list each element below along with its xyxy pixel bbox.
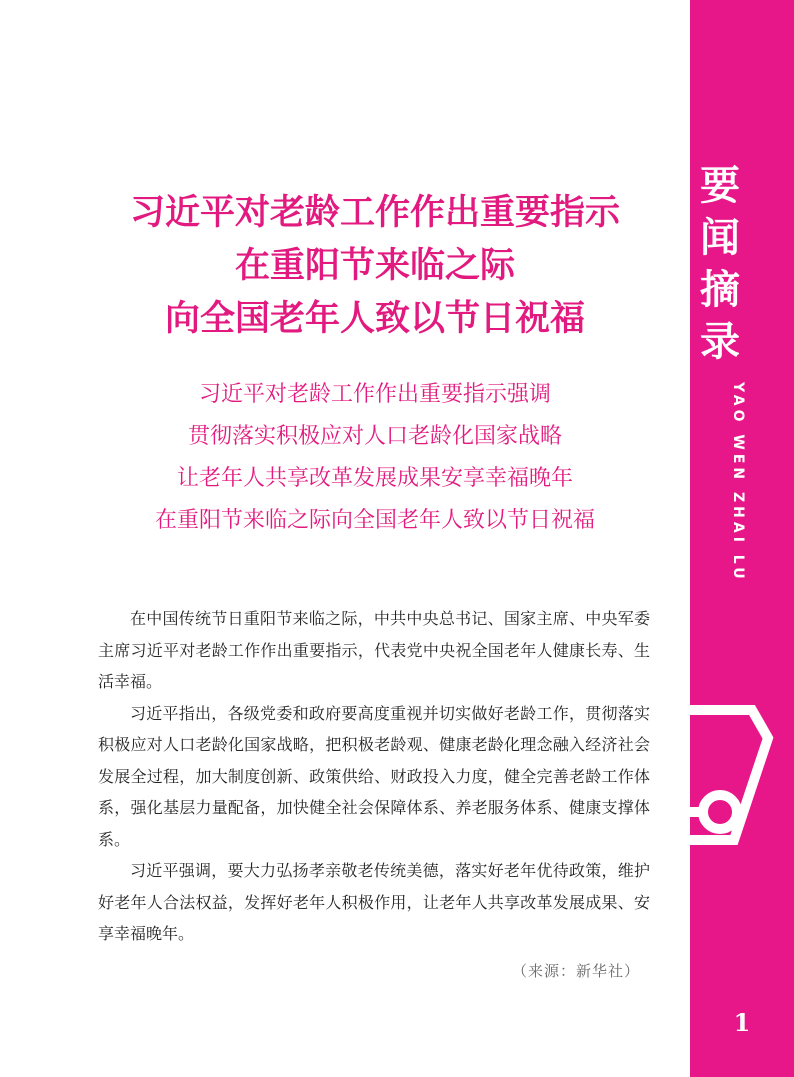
article-subtitle	[60, 374, 690, 542]
body-paragraph: 习近平指出，各级党委和政府要高度重视并切实做好老龄工作，贯彻落实积极应对人口老龄化国家战略，把积极老龄观、健康老龄化理念融入经济社会发展全过程，加大制度创新、政策供给、财政投入力度，健全完善老龄工作体系，强化基层力量配备，加快健全社会保障体系、养老服务体系、健康支撑体系。	[98, 703, 650, 849]
article-body	[98, 603, 650, 950]
subtitle-line: 在重阳节来临之际向全国老年人致以节日祝福	[154, 508, 595, 533]
title-line: 在重阳节来临之际	[234, 245, 515, 286]
section-title-char: 录	[700, 318, 740, 365]
fountain-pen-nib-icon	[690, 690, 794, 860]
body-paragraph: 习近平强调，要大力弘扬孝亲敬老传统美德，落实好老年优待政策，维护好老年人合法权益，发挥好老年人积极作用，让老年人共享改革发展成果、安享幸福晚年。	[98, 861, 650, 943]
section-title-char: 摘	[700, 266, 740, 313]
section-title-char: 要	[700, 162, 740, 209]
section-title-char: 闻	[700, 214, 740, 261]
section-pinyin: YAO WEN ZHAI LU	[730, 382, 746, 583]
subtitle-line: 贯彻落实积极应对人口老龄化国家战略	[187, 424, 562, 449]
article-title	[60, 186, 690, 345]
subtitle-line: 习近平对老龄工作作出重要指示强调	[198, 382, 551, 407]
section-title-vertical	[694, 160, 746, 368]
article-source: （来源：新华社）	[511, 962, 640, 980]
subtitle-line: 让老年人共享改革发展成果安享幸福晚年	[176, 466, 573, 491]
title-line: 习近平对老龄工作作出重要指示	[129, 192, 620, 233]
title-line: 向全国老年人致以节日祝福	[164, 298, 585, 339]
body-paragraph: 在中国传统节日重阳节来临之际，中共中央总书记、国家主席、中央军委主席习近平对老龄工作作出重要指示，代表党中央祝全国老年人健康长寿、生活幸福。	[98, 609, 650, 691]
page-number: 1	[733, 1008, 751, 1037]
